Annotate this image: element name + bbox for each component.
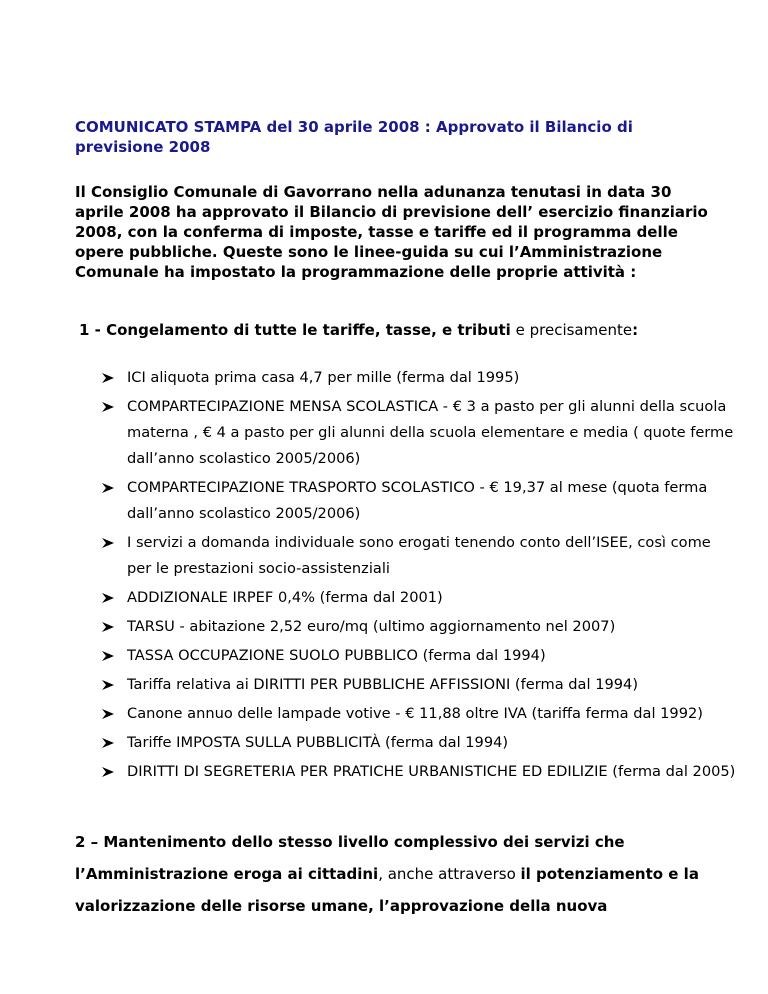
list-item-text: COMPARTECIPAZIONE TRASPORTO SCOLASTICO - € 19,37 al mese (quota ferma dall’anno scolastico 2005/2006): [127, 479, 708, 522]
list-item-text: Canone annuo delle lampade votive - € 11,88 oltre IVA (tariffa ferma dal 1992): [127, 705, 703, 722]
arrowhead-bullet-icon: [99, 365, 119, 391]
list-item: [99, 365, 739, 391]
section-2-text: , anche attraverso: [378, 865, 521, 883]
list-item-text: I servizi a domanda individuale sono erogati tenendo conto dell’ISEE, così come per le prestazioni socio-assistenziali: [127, 534, 711, 577]
arrowhead-bullet-icon: [99, 730, 119, 756]
list-item: [99, 672, 739, 698]
list-item: [99, 585, 739, 611]
list-item: [99, 475, 739, 527]
section-2-bold-tail: il potenziamento e la valorizzazione delle risorse umane, l’approvazione della nuova: [75, 865, 699, 915]
list-item: [99, 730, 739, 756]
arrowhead-bullet-icon: [99, 643, 119, 669]
arrowhead-bullet-icon: [99, 759, 119, 785]
arrowhead-bullet-icon: [99, 475, 119, 501]
intro-paragraph: Il Consiglio Comunale di Gavorrano nella adunanza tenutasi in data 30 aprile 2008 ha approvato il Bilancio di previsione dell’ esercizio finanziario 2008, con la conferma di imposte, tasse e tariffe ed il programma delle opere pubbliche. Queste sono le linee-guida su cui l’Amministrazione Comunale ha impostato la programmazione delle proprie attività :: [75, 183, 708, 281]
arrowhead-bullet-icon: [99, 394, 119, 420]
list-item-text: TARSU - abitazione 2,52 euro/mq (ultimo aggiornamento nel 2007): [127, 618, 616, 635]
list-item-text: TASSA OCCUPAZIONE SUOLO PUBBLICO (ferma dal 1994): [127, 647, 546, 664]
list-item: [99, 643, 739, 669]
arrowhead-bullet-icon: [99, 701, 119, 727]
list-item-text: Tariffa relativa ai DIRITTI PER PUBBLICHE AFFISSIONI (ferma dal 1994): [127, 676, 639, 693]
section-2-paragraph: [75, 826, 715, 922]
arrowhead-bullet-icon: [99, 530, 119, 556]
list-item: [99, 394, 739, 472]
section-1-heading-rest: e precisamente: [510, 321, 633, 339]
section-1-heading: [79, 320, 638, 340]
list-item-text: COMPARTECIPAZIONE MENSA SCOLASTICA - € 3 a pasto per gli alunni della scuola materna , € 4 a pasto per gli alunni della scuola elementare e media ( quote ferme dall’anno scolastico 2005/2006): [127, 398, 734, 467]
press-release-title: COMUNICATO STAMPA del 30 aprile 2008 : Approvato il Bilancio di previsione 2008: [75, 118, 633, 156]
list-item: [99, 701, 739, 727]
arrowhead-bullet-icon: [99, 585, 119, 611]
arrowhead-bullet-icon: [99, 672, 119, 698]
list-item: [99, 759, 739, 785]
tariff-list: [99, 365, 739, 788]
list-item: [99, 614, 739, 640]
list-item: [99, 530, 739, 582]
list-item-text: Tariffe IMPOSTA SULLA PUBBLICITÀ (ferma dal 1994): [127, 734, 509, 751]
list-item-text: ADDIZIONALE IRPEF 0,4% (ferma dal 2001): [127, 589, 443, 606]
list-item-text: ICI aliquota prima casa 4,7 per mille (ferma dal 1995): [127, 369, 520, 386]
arrowhead-bullet-icon: [99, 614, 119, 640]
section-1-heading-colon: :: [632, 321, 639, 339]
section-1-heading-bold: 1 - Congelamento di tutte le tariffe, tasse, e tributi: [79, 321, 511, 339]
section-2-bold-lead: 2 – Mantenimento dello stesso livello complessivo dei servizi che l’Amministrazione eroga ai cittadini: [75, 833, 625, 883]
list-item-text: DIRITTI DI SEGRETERIA PER PRATICHE URBANISTICHE ED EDILIZIE (ferma dal 2005): [127, 763, 736, 780]
